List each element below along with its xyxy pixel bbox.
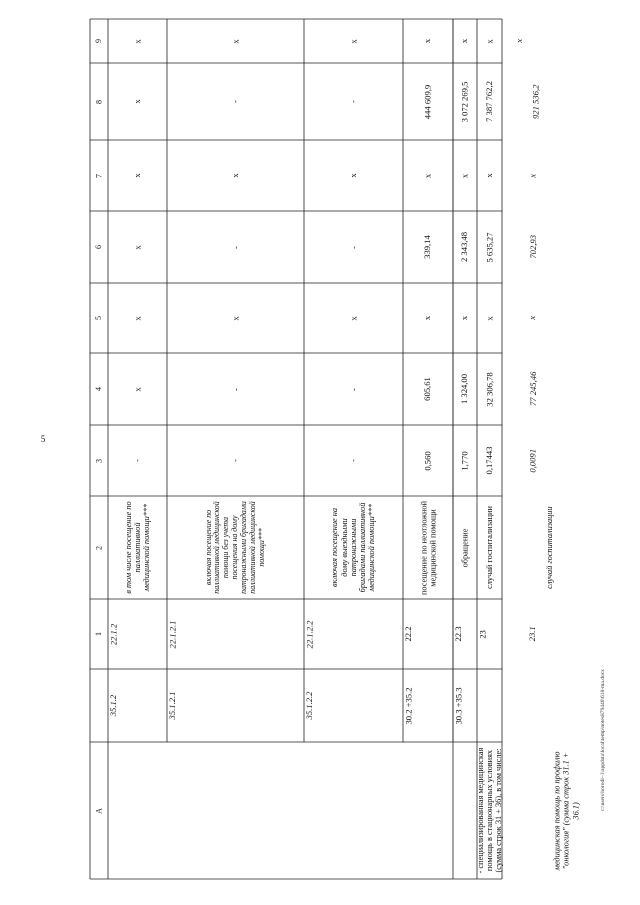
value-cell: х [483, 173, 494, 178]
header-cell: A [93, 807, 103, 814]
value-cell: 23 [477, 629, 487, 639]
value-cell: х [527, 316, 538, 320]
value-cell: х [229, 315, 240, 321]
value-cell: - [229, 245, 240, 249]
header-cell: 6 [93, 245, 103, 249]
header-cell: 4 [93, 387, 103, 391]
value-cell: х [527, 173, 538, 178]
value-cell: 22.2 [403, 626, 413, 642]
value-cell: 3 072 269,5 [459, 81, 470, 122]
value-cell: 702,93 [528, 235, 539, 259]
value-cell: - [347, 245, 358, 249]
value-cell: - [229, 459, 240, 462]
value-cell: х [347, 173, 358, 178]
row-name-cell: обращение [460, 528, 470, 567]
value-cell: 2 343,48 [459, 231, 470, 263]
footer-file-path: c:\users\borodi~1\appdata\local\temp\notes879440\618-ma.docx [600, 669, 606, 811]
row-name-cell: в том числе посещение по паллиативной медицинской помощи*** [123, 501, 152, 594]
header-cell: 2 [93, 545, 103, 550]
value-cell: 921 536,2 [530, 84, 541, 119]
value-cell: 5 635,27 [483, 231, 494, 263]
value-cell: х [131, 244, 142, 250]
value-cell: 22.3 [453, 626, 463, 642]
header-cell: 1 [93, 632, 103, 636]
row-name-cell: случай госпитализации [544, 506, 554, 589]
value-cell: х [483, 315, 494, 321]
row-label-cell: - специализированная медицинская помощь в стационарных условиях (сумма строк 31 + 36), в том числе: [475, 747, 504, 874]
value-cell: х [347, 38, 358, 44]
value-cell: 605,61 [422, 377, 433, 401]
value-cell: 22.1.2.1 [167, 620, 177, 648]
value-cell: х [131, 99, 142, 104]
value-cell: 339,14 [422, 235, 433, 259]
value-cell: х [459, 173, 470, 178]
value-cell: 30.2 +35.2 [403, 686, 413, 725]
value-cell: 35.1.2 [108, 694, 118, 717]
value-cell: 0,0091 [527, 448, 538, 473]
value-cell: 35.1.2.1 [167, 691, 177, 720]
value-cell: х [422, 173, 433, 178]
header-cell: 5 [93, 316, 103, 320]
value-cell: 1,770 [459, 450, 470, 471]
value-cell: 22.1.2 [108, 623, 118, 645]
value-cell: 7 387 762,2 [483, 81, 494, 122]
value-cell: 444 609,9 [422, 84, 433, 119]
value-cell: х [131, 386, 142, 392]
value-cell: х [131, 173, 142, 178]
value-cell: - [229, 100, 240, 103]
value-cell: 22.1.2.2 [304, 620, 314, 648]
header-cell: 7 [93, 173, 103, 178]
value-cell: х [459, 38, 470, 44]
page-number: 5 [40, 434, 46, 444]
value-cell: 77 245,46 [528, 371, 539, 407]
row-label-cell: медицинская помощь по профилю "онкология" (сумма строк 31.1 + 36.1) [552, 751, 581, 870]
header-cell: 8 [93, 99, 103, 104]
value-cell: - [131, 459, 142, 462]
header-cell [90, 669, 108, 742]
header-cell: 9 [93, 39, 103, 43]
header-cell: 3 [93, 458, 103, 463]
value-cell: х [422, 38, 433, 44]
row-name-cell: случай госпитализации [484, 506, 494, 589]
rotated-table [90, 19, 581, 879]
value-cell: 30.3 +35.3 [453, 686, 463, 725]
value-cell: 32 306,78 [483, 371, 494, 407]
value-cell: х [422, 315, 433, 321]
value-cell: - [347, 387, 358, 391]
value-cell: - [347, 459, 358, 462]
value-cell: - [229, 387, 240, 391]
value-cell: х [229, 173, 240, 178]
value-cell: 1 324,00 [459, 373, 470, 405]
row-name-cell: посещение по неотложной медицинской помощи [418, 500, 437, 595]
value-cell: 0,17443 [483, 446, 494, 475]
value-cell: х [347, 315, 358, 321]
value-cell: х [229, 38, 240, 44]
value-cell: 23.1 [527, 626, 538, 642]
value-cell: х [514, 39, 525, 43]
value-cell: х [131, 315, 142, 321]
value-cell: х [459, 315, 470, 321]
value-cell: х [483, 38, 494, 44]
row-name-cell: включая посещение по паллиативной медицинской помощи без учета посещения на дому патронажными бригадами паллиативной медицинской помощи*** [203, 501, 266, 594]
row-name-cell: включая посещение на дому выездными патронажными бригадами паллиативной медицинской помощи*** [330, 502, 377, 593]
value-cell: - [347, 100, 358, 103]
value-cell: 0,560 [422, 450, 433, 471]
value-cell: х [131, 38, 142, 44]
value-cell: 35.1.2.2 [304, 691, 314, 720]
